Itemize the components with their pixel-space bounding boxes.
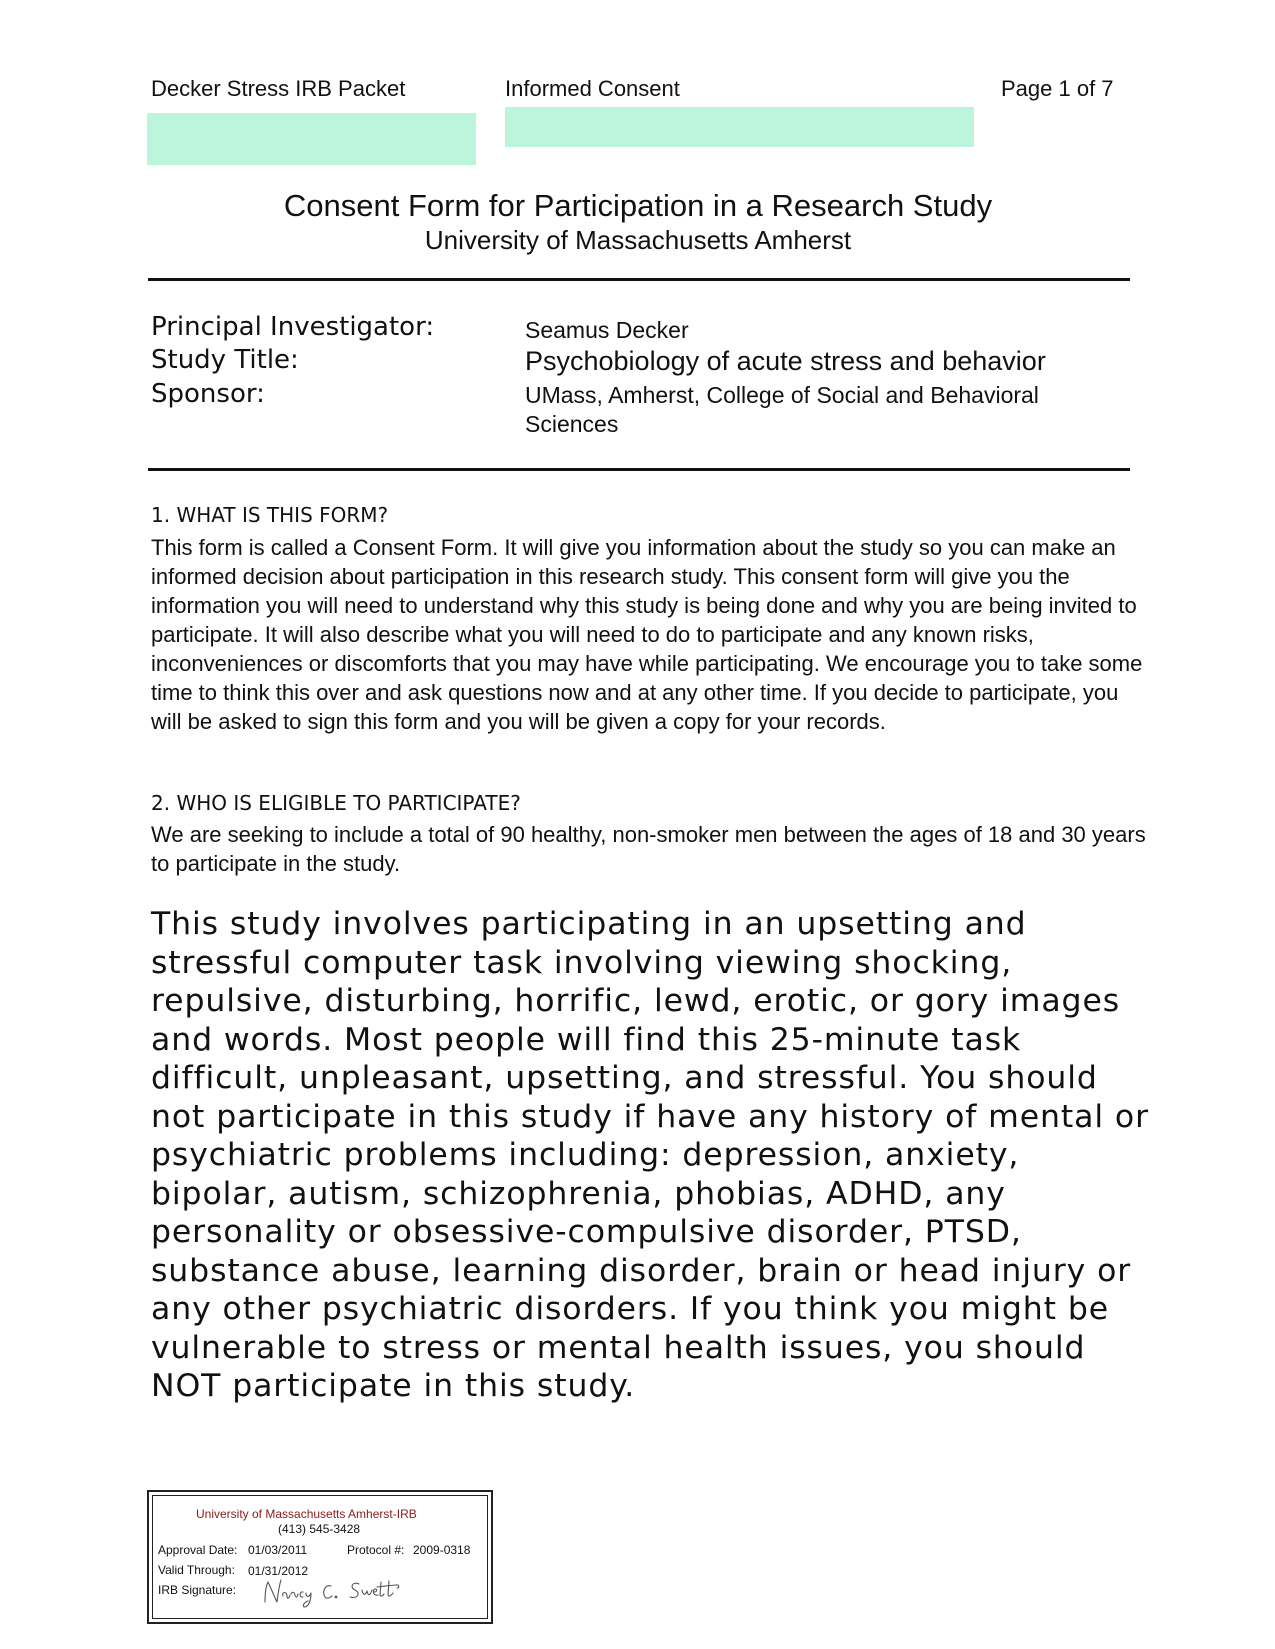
header-page-number: Page 1 of 7 <box>1001 76 1114 101</box>
sponsor-value: UMass, Amherst, College of Social and Behavioral Sciences <box>525 382 1039 437</box>
section-1-heading: 1. WHAT IS THIS FORM? <box>151 503 389 527</box>
warning-paragraph: This study involves participating in an upsetting and stressful computer task involving viewing shocking, repulsive, disturbing, horrific, lewd, erotic, or gory images and words. Most people will find this 25-minute task difficult, unpleasant, upsetting, and stressful. You should not participate in this study if have any history of mental or psychiatric problems including: depression, anxiety, bipolar, autism, schizophrenia, phobias, ADHD, any personality or obsessive-compulsive disorder, PTSD, substance abuse, learning disorder, brain or head injury or any other psychiatric disorders. If you think you might be vulnerable to stress or mental health issues, you should NOT participate in this study. <box>151 906 1149 1404</box>
stamp-valid-date: 01/31/2012 <box>248 1564 309 1578</box>
study-title-label: Study Title: <box>151 345 299 375</box>
stamp-protocol-number: 2009-0318 <box>413 1543 471 1557</box>
stamp-approval-date: 01/03/2011 <box>248 1543 308 1557</box>
sponsor-label: Sponsor: <box>151 379 265 409</box>
section-2-heading: 2. WHO IS ELIGIBLE TO PARTICIPATE? <box>151 791 521 815</box>
stamp-valid-label: Valid Through: <box>158 1563 235 1577</box>
handwritten-signature <box>259 1576 409 1610</box>
highlight-block-left <box>147 113 476 165</box>
title-block <box>148 188 1128 256</box>
document-title: Consent Form for Participation in a Research Study <box>283 188 993 223</box>
divider-top <box>148 278 1130 281</box>
stamp-phone: (413) 545-3428 <box>278 1522 361 1536</box>
stamp-protocol-label: Protocol #: <box>347 1543 405 1557</box>
header-document-type: Informed Consent <box>505 76 680 101</box>
stamp-signature-label: IRB Signature: <box>158 1583 237 1597</box>
irb-approval-stamp <box>147 1490 493 1624</box>
study-title-value: Psychobiology of acute stress and behavior <box>525 346 1046 376</box>
pi-label: Principal Investigator: <box>151 312 435 342</box>
stamp-approval-label: Approval Date: <box>158 1543 238 1557</box>
pi-value: Seamus Decker <box>525 317 689 343</box>
section-1-body: This form is called a Consent Form. It will give you information about the study so you can make an informed decision about participation in this research study. This consent form will give you the information you will need to understand why this study is being done and why you are being invited to participate. It will also describe what you will need to do to participate and any known risks, inconveniences or discomforts that you may have while participating. We encourage you to take some time to think this over and ask questions now and at any other time. If you decide to participate, you will be asked to sign this form and you will be given a copy for your records. <box>151 535 1143 734</box>
divider-bottom <box>148 468 1130 471</box>
header-packet-name: Decker Stress IRB Packet <box>151 76 406 101</box>
section-2-body: We are seeking to include a total of 90 healthy, non-smoker men between the ages of 18 and 30 years to participate in the study. <box>151 822 1146 876</box>
highlight-block-center <box>505 107 974 147</box>
stamp-university: University of Massachusetts Amherst-IRB <box>196 1507 417 1521</box>
document-subtitle: University of Massachusetts Amherst <box>424 225 852 255</box>
